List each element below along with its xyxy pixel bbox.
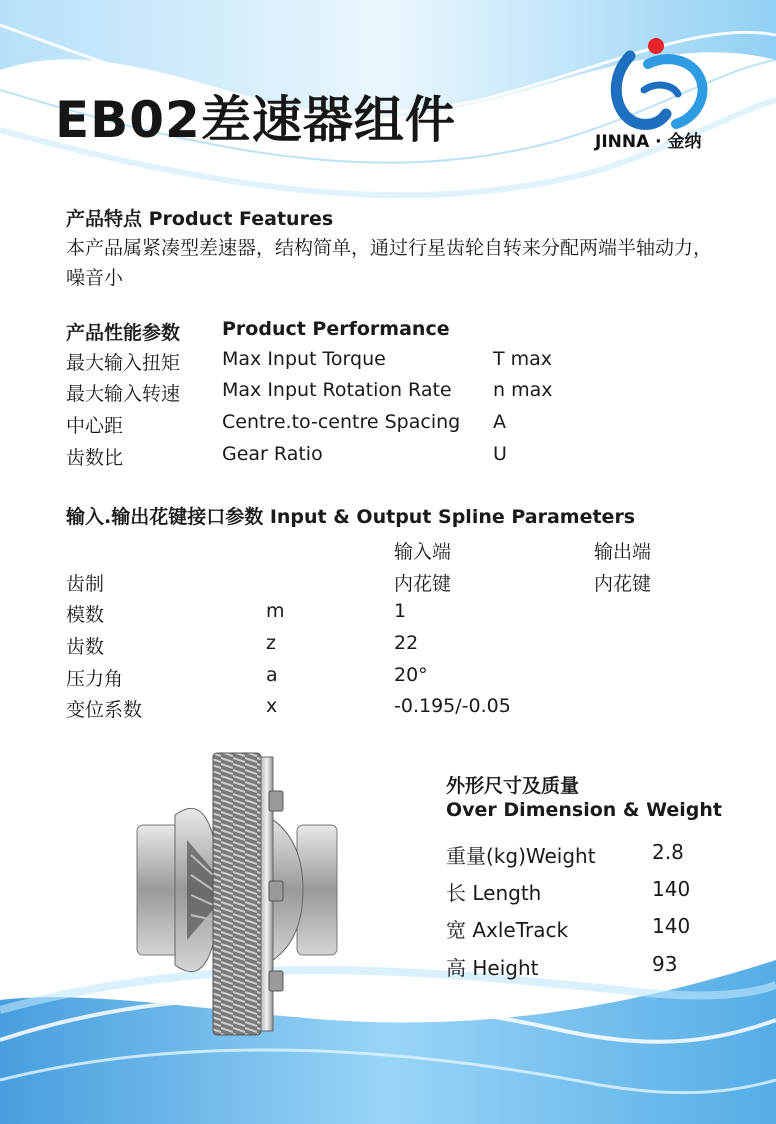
page-title: EB02差速器组件 <box>55 91 456 149</box>
performance-label-cn: 齿数比 <box>66 447 124 469</box>
features-heading: 产品特点 Product Features <box>66 208 334 230</box>
dimension-value: 93 <box>652 952 678 976</box>
performance-row <box>0 348 776 378</box>
spline-header-row <box>0 537 776 567</box>
dimension-label: 重量(kg)Weight <box>446 844 596 868</box>
dimensions-heading-cn: 外形尺寸及质量 <box>446 775 580 797</box>
spline-input-value: 1 <box>394 600 407 622</box>
performance-symbol: A <box>493 411 506 433</box>
performance-heading-en: Product Performance <box>222 318 450 340</box>
performance-label-en: Max Input Torque <box>222 348 386 370</box>
performance-symbol: T max <box>493 348 553 370</box>
dimension-row <box>0 952 776 982</box>
spline-input-value: 20° <box>394 664 428 686</box>
spline-label: 齿制 <box>66 573 105 595</box>
dimension-row <box>0 914 776 944</box>
performance-label-en: Max Input Rotation Rate <box>222 379 452 401</box>
spline-symbol: x <box>266 695 278 717</box>
performance-label-en: Gear Ratio <box>222 443 323 465</box>
spline-symbol: m <box>266 600 285 622</box>
spline-symbol: a <box>266 664 278 686</box>
spline-label: 压力角 <box>66 668 124 690</box>
dimension-value: 140 <box>652 914 691 938</box>
performance-label-cn: 最大输入转速 <box>66 383 181 405</box>
performance-symbol: n max <box>493 379 553 401</box>
dimension-row <box>0 840 776 870</box>
dimension-label: 高 Height <box>446 956 539 980</box>
spline-row <box>0 600 776 630</box>
performance-label-cn: 最大输入扭矩 <box>66 352 181 374</box>
spline-col-output: 输出端 <box>594 541 652 563</box>
spline-row <box>0 569 776 599</box>
spline-row <box>0 664 776 694</box>
spline-label: 变位系数 <box>66 699 143 721</box>
spline-symbol: z <box>266 632 276 654</box>
dimension-label: 宽 AxleTrack <box>446 918 569 942</box>
dimension-value: 140 <box>652 877 691 901</box>
dimension-label: 长 Length <box>446 881 542 905</box>
spline-row <box>0 632 776 662</box>
dimension-row <box>0 877 776 907</box>
spline-heading: 输入.输出花键接口参数 Input & Output Spline Parameters <box>66 506 636 528</box>
features-description: 本产品属紧凑型差速器，结构简单，通过行星齿轮自转来分配两端半轴动力，噪音小 <box>66 237 713 289</box>
spline-input-value: 22 <box>394 632 419 654</box>
spline-col-input: 输入端 <box>394 541 452 563</box>
spline-label: 模数 <box>66 604 105 626</box>
performance-row <box>0 411 776 441</box>
performance-symbol: U <box>493 443 507 465</box>
spline-label: 齿数 <box>66 636 105 658</box>
spline-row <box>0 695 776 725</box>
performance-row <box>0 379 776 409</box>
logo-text: JINNA · 金纳 <box>595 132 702 152</box>
performance-label-en: Centre.to-centre Spacing <box>222 411 461 433</box>
dimensions-heading-en: Over Dimension & Weight <box>446 799 722 821</box>
performance-label-cn: 中心距 <box>66 415 124 437</box>
spline-output-value: 内花键 <box>594 573 652 595</box>
dimensions-heading <box>446 774 722 822</box>
performance-heading-cn: 产品性能参数 <box>66 322 181 344</box>
spline-input-value: 内花键 <box>394 573 452 595</box>
dimension-value: 2.8 <box>652 840 684 864</box>
performance-row <box>0 443 776 473</box>
spline-input-value: -0.195/-0.05 <box>394 695 511 717</box>
